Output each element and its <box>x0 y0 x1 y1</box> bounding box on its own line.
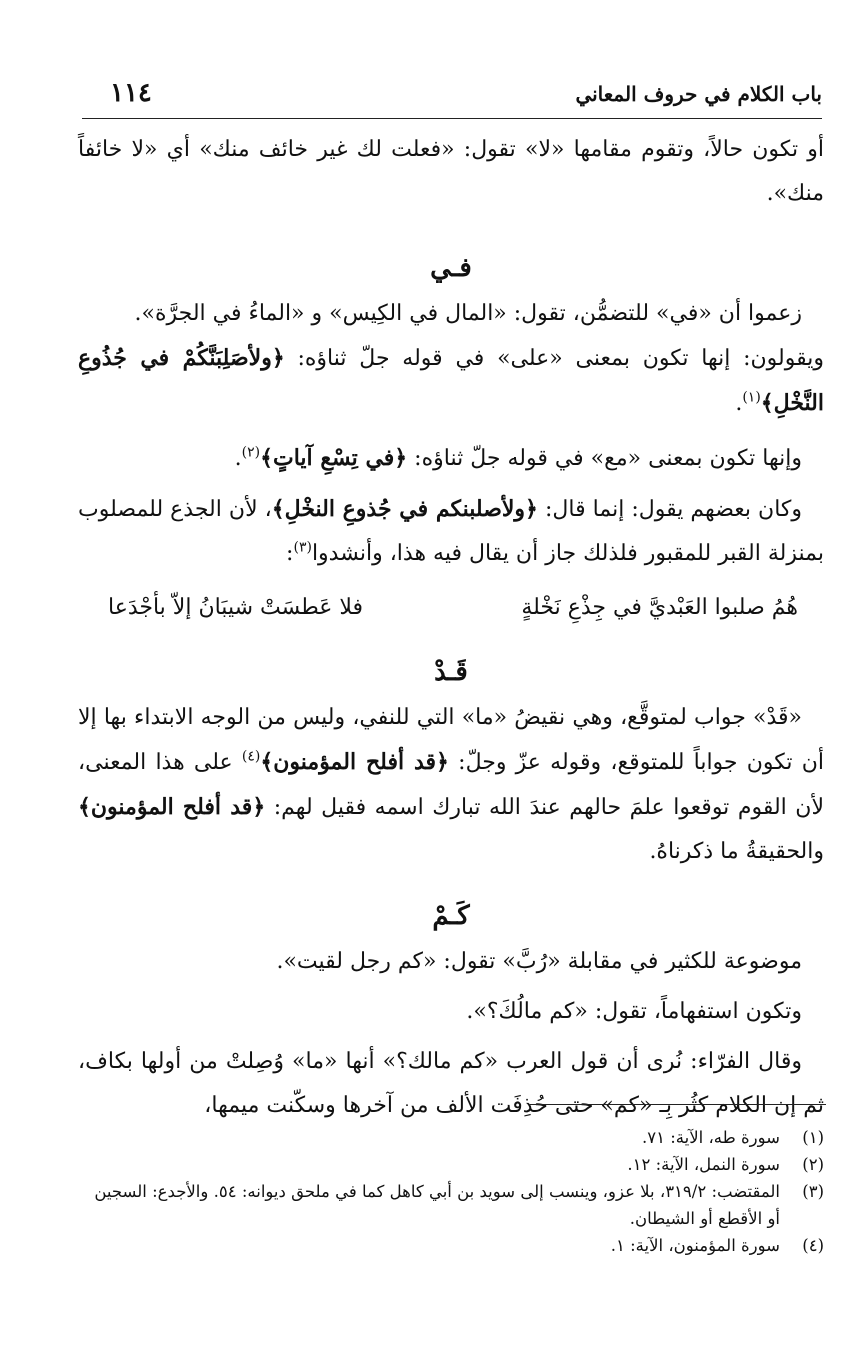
qad-p1-text-1: «قَدْ» جواب لمتوقَّع، وهي نقيضُ «ما» التي للنفي، وليس من الوجه الابتداء بها إلا أن تكون جواباً للمتوقع، وقوله عزّ وجلّ: <box>78 705 825 775</box>
footnote-text: سورة النمل، الآية: ١٢. <box>627 1155 780 1174</box>
poetry-verse <box>78 586 824 630</box>
verse-first-hemistich: هُمُ صلبوا العَبْديَّ في جِذْعِ نَخْلةٍ <box>521 595 798 620</box>
footnote-text: سورة طه، الآية: ٧١. <box>642 1128 780 1147</box>
qad-p1-text-3: والحقيقةُ ما ذكرناهُ. <box>649 839 824 864</box>
footnote-ref: (٤) <box>241 748 261 765</box>
fi-p2-end: . <box>735 391 743 416</box>
footnote-item <box>78 1124 824 1151</box>
footnote-number: (٢) <box>802 1155 824 1174</box>
section-title-qad: قَـدْ <box>434 657 468 687</box>
footnotes <box>78 1124 824 1259</box>
footnote-item <box>78 1151 824 1178</box>
header-divider <box>82 118 822 119</box>
running-title: باب الكلام في حروف المعاني <box>575 82 822 106</box>
quran-quote: ﴿قد أفلح المؤمنون﴾ <box>78 794 266 820</box>
fi-p4-text-1: وكان بعضهم يقول: إنما قال: <box>537 497 803 522</box>
fi-p2-text: ويقولون: إنها تكون بمعنى «على» في قوله جلّ ثناؤه: <box>284 346 824 371</box>
page-number: ١١٤ <box>110 78 152 108</box>
footnote-ref: (١) <box>742 389 761 406</box>
quran-quote: ﴿في تِسْعِ آياتٍ﴾ <box>260 445 408 471</box>
main-text <box>78 128 824 1128</box>
intro-paragraph <box>78 128 824 216</box>
verse-second-hemistich: فلا عَطسَتْ شيبَانُ إلاّ بأجْدَعا <box>108 595 364 620</box>
fi-p3-end: . <box>234 446 242 471</box>
quran-quote: ﴿ولأصَلِبَنَّكُمْ في جُذُوعِ النَّخْلِ﴾ <box>78 345 824 416</box>
fi-paragraph-2 <box>78 336 824 426</box>
intro-line-1: أو تكون حالاً، وتقوم مقامها «لا» تقول: «فعلت لك غير خائف منك» أي <box>166 137 824 162</box>
footnote-number: (٣) <box>802 1182 824 1201</box>
qad-paragraph-1 <box>78 696 824 874</box>
page-header <box>82 78 822 118</box>
footnote-item <box>78 1178 824 1232</box>
kam-paragraph-1: موضوعة للكثير في مقابلة «رُبَّ» تقول: «كم رجل لقيت». <box>276 949 802 974</box>
fi-p3-text: وإنها تكون بمعنى «مع» في قوله جلّ ثناؤه: <box>407 446 802 471</box>
footnote-ref: (٢) <box>241 444 261 461</box>
footnote-item <box>78 1232 824 1259</box>
footnote-ref: (٣) <box>293 539 312 556</box>
fi-paragraph-1: زعموا أن «في» للتضمُّن، تقول: «المال في الكِيس» و «الماءُ في الجرَّة». <box>134 301 802 326</box>
footnote-text: سورة المؤمنون، الآية: ١. <box>610 1236 780 1255</box>
footnote-text: المقتضب: ٣١٩/٢، بلا عزو، وينسب إلى سويد بن أبي كاهل كما في ملحق ديوانه: ٥٤. والأجدع: السجين أو الأقطع أو الشيطان. <box>94 1182 780 1228</box>
kam-paragraph-3: وقال الفرّاء: نُرى أن قول العرب «كم مالك؟» أنها «ما» وُصِلتْ من أولها بكاف، ثم إن الكلام كثُر بِـ «كم» حتى حُذِفَت الألف من آخرها وسكّنت ميمها، <box>78 1049 824 1118</box>
kam-paragraph-2: وتكون استفهاماً، تقول: «كم مالُكَ؟». <box>466 999 802 1024</box>
section-title-fi: فـي <box>430 253 472 283</box>
qad-p1-text-2: على هذا المعنى، لأن القوم توقعوا علمَ حالهم عندَ الله تبارك اسمه فقيل لهم: <box>78 750 825 820</box>
fi-p4-end: : <box>286 541 294 566</box>
quran-quote: ﴿ولأصلبنكم في جُذوعِ النخْلِ﴾ <box>271 496 538 522</box>
fi-p4-text-2: ، لأن الجذع للمصلوب بمنزلة القبر للمقبور فلذلك جاز أن يقال فيه هذا، وأنشدوا <box>78 497 824 566</box>
quran-quote: ﴿قد أفلح المؤمنون﴾ <box>260 749 449 775</box>
intro-line-2: «لا خائفاً منك». <box>78 137 824 206</box>
fi-paragraph-3 <box>78 436 824 481</box>
footnote-divider <box>530 1104 826 1105</box>
section-title-kam: كَـمْ <box>432 901 470 931</box>
footnote-number: (١) <box>802 1128 824 1147</box>
fi-paragraph-4 <box>78 487 824 576</box>
footnote-number: (٤) <box>802 1236 824 1255</box>
